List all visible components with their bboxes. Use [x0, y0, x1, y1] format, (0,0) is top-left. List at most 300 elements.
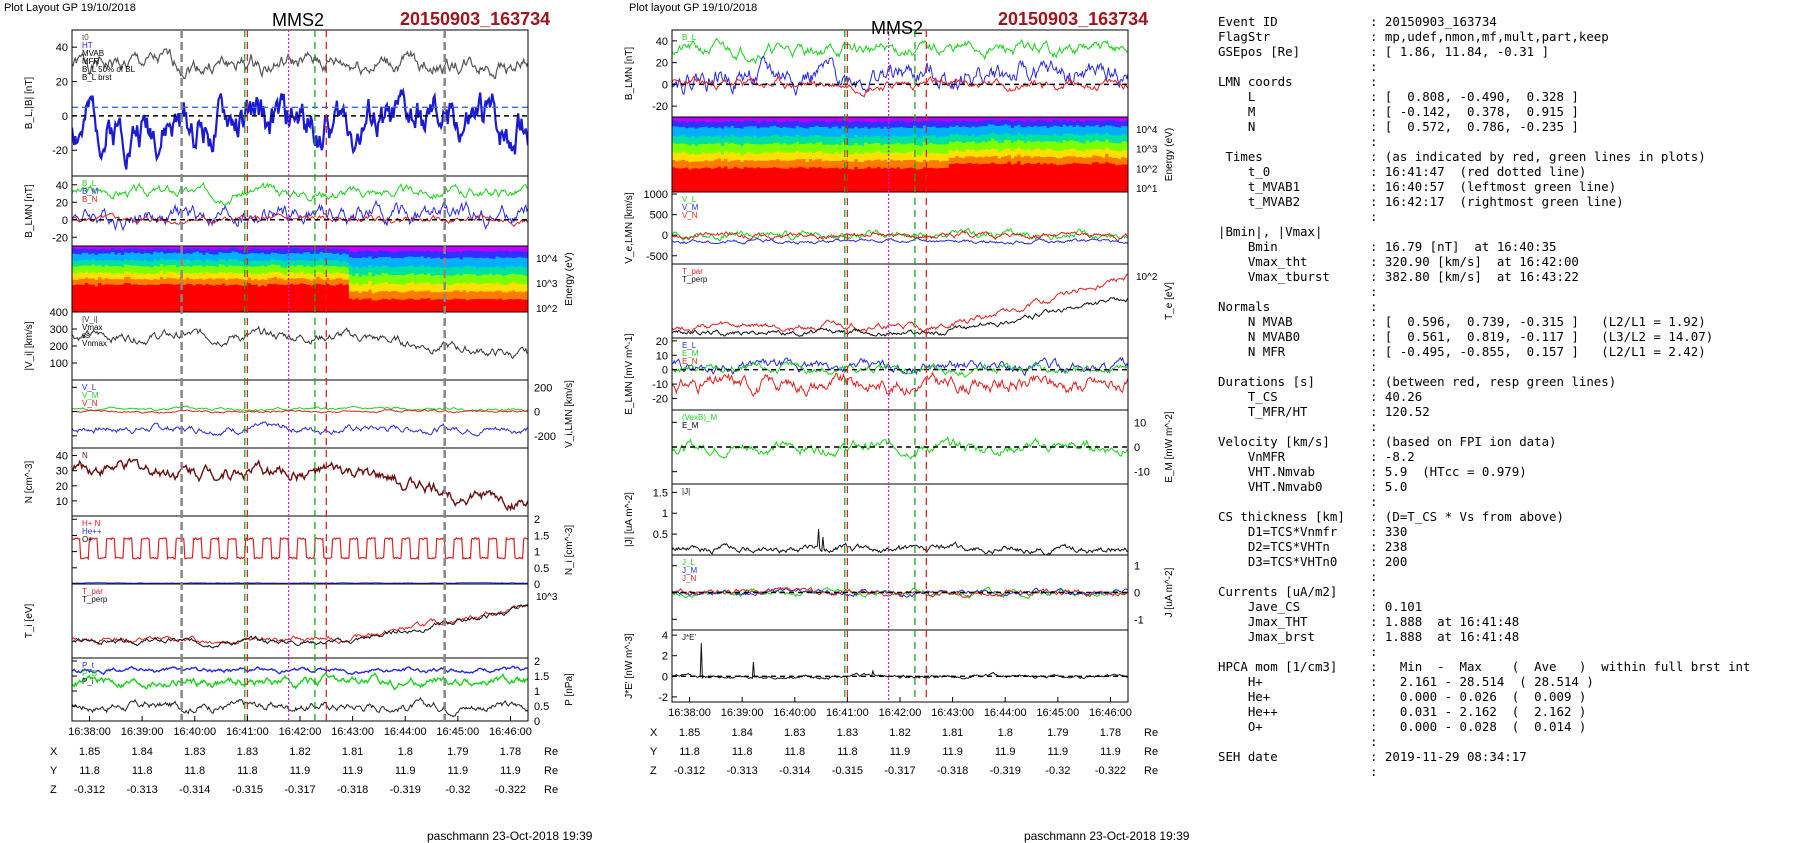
- y-tick-label: 20: [655, 57, 668, 70]
- ephemeris-value: 11.9: [500, 765, 521, 777]
- y-axis-label: E_M [mW m^-2]: [1164, 411, 1175, 483]
- y-axis-label: Energy (eV): [1164, 127, 1175, 182]
- y-axis-label: B_LMN [nT]: [24, 184, 35, 238]
- summary-key: GSEpos [Re]: [1218, 44, 1301, 59]
- summary-key: VHT.Nmvab0: [1218, 479, 1323, 494]
- panel-4: [672, 264, 1175, 338]
- y-tick-label: 1: [534, 546, 541, 559]
- legend-entry: |V_i|: [82, 315, 98, 324]
- summary-key: SEH date: [1218, 749, 1278, 764]
- summary-key: LMN coords: [1218, 74, 1293, 89]
- x-tick-label: 16:43:00: [931, 707, 975, 719]
- ephemeris-value: 1.83: [836, 727, 859, 739]
- ephemeris-value: 1.82: [289, 746, 311, 758]
- legend-entry: Vmax: [82, 323, 103, 332]
- summary-row: [1218, 269, 1750, 284]
- y-axis-label: B_L,|B| [nT]: [24, 76, 35, 130]
- x-tick-label: 16:42:00: [278, 726, 322, 738]
- summary-key: Jmax_THT: [1218, 614, 1308, 629]
- summary-key: Jmax_brst: [1218, 629, 1315, 644]
- summary-key: N MVAB0: [1218, 329, 1301, 344]
- y-tick-label: -10: [1134, 466, 1150, 479]
- ephemeris-value: 11.9: [994, 746, 1016, 758]
- y-tick-label: 100: [49, 358, 68, 370]
- summary-row: [1218, 119, 1750, 134]
- panel-plot-area: [72, 538, 528, 584]
- summary-row: [1218, 374, 1750, 389]
- y-tick-label: 10^2: [1136, 272, 1158, 283]
- ephemeris-value: -0.322: [494, 784, 527, 796]
- summary-row: [1218, 659, 1750, 674]
- summary-key: Event ID: [1218, 14, 1278, 29]
- summary-value: : 382.80 [km/s] at 16:43:22: [1370, 269, 1579, 284]
- series-line: [72, 410, 528, 414]
- legend-entry: E_M: [682, 421, 699, 430]
- legend-entry: V_M: [82, 391, 99, 400]
- summary-row: [1218, 479, 1750, 494]
- summary-row: [1218, 149, 1750, 164]
- summary-value: :: [1370, 569, 1378, 584]
- summary-row: [1218, 224, 1750, 239]
- y-tick-label: 10^2: [536, 304, 558, 315]
- summary-value: : 0.000 - 0.026 ( 0.009 ): [1370, 689, 1587, 704]
- series-line: [672, 529, 1128, 556]
- summary-value: : (D=T_CS * Vs from above): [1370, 509, 1564, 524]
- y-tick-label: -10: [652, 379, 668, 392]
- middle-layout-label: Plot layout GP 19/10/2018: [629, 2, 758, 14]
- y-axis-label: |J| [uA m^-2]: [624, 492, 635, 547]
- ephemeris-value: 11.9: [942, 746, 963, 758]
- legend-entry: B_L brst: [82, 73, 112, 82]
- ephemeris-value: -0.314: [179, 784, 211, 796]
- x-tick-label: 16:40:00: [773, 707, 817, 719]
- summary-row: [1218, 59, 1750, 74]
- y-axis-label: Energy (eV): [564, 252, 575, 306]
- series-line: [72, 605, 528, 648]
- panel-frame: [672, 192, 1128, 264]
- series-line: [672, 56, 1128, 95]
- summary-row: [1218, 719, 1750, 734]
- summary-row: [1218, 734, 1750, 749]
- ephemeris-value: 11.9: [447, 765, 469, 777]
- ephemeris-unit: Re: [1144, 765, 1159, 777]
- summary-value: : [ 0.561, 0.819, -0.117 ] (L3/L2 = 14.07): [1370, 329, 1714, 344]
- y-tick-label: -500: [645, 250, 668, 263]
- legend-entry: T_perp: [82, 595, 108, 604]
- y-tick-label: 10^4: [1136, 125, 1158, 136]
- summary-value: :: [1370, 209, 1378, 224]
- panel-3: [72, 246, 575, 315]
- ephemeris-unit: Re: [544, 765, 559, 777]
- summary-row: [1218, 344, 1750, 359]
- ephemeris-value: 11.8: [731, 746, 753, 758]
- summary-row: [1218, 629, 1750, 644]
- x-tick-label: 16:40:00: [173, 726, 217, 738]
- y-tick-label: 20: [55, 197, 68, 210]
- panel-plot-area: [672, 229, 1128, 245]
- series-line: [672, 373, 1128, 396]
- legend-entry: V_L: [682, 195, 697, 204]
- summary-key: He++: [1218, 704, 1278, 719]
- ephemeris-value: 1.81: [341, 746, 364, 758]
- summary-value: : 5.9 (HTcc = 0.979): [1370, 464, 1527, 479]
- left-spacecraft-title: MMS2: [272, 10, 325, 30]
- middle-event-title: 20150903_163734: [998, 9, 1149, 29]
- ephemeris-value: -0.317: [284, 784, 316, 796]
- series-line: [72, 698, 528, 717]
- left-event-title: 20150903_163734: [400, 9, 551, 29]
- panel-frame: [72, 448, 528, 516]
- panel-plot-area: [672, 529, 1128, 556]
- summary-key: N MFR: [1218, 344, 1286, 359]
- legend-entry: N: [82, 451, 88, 460]
- ephemeris-value: 1.84: [131, 746, 153, 758]
- summary-key: N: [1218, 119, 1256, 134]
- panel-plot-area: [672, 358, 1128, 396]
- legend-entry: MVAB: [82, 49, 105, 58]
- summary-value: : 20150903_163734: [1370, 14, 1497, 29]
- summary-row: [1218, 464, 1750, 479]
- ephemeris-axis-label: Z: [650, 765, 657, 777]
- legend-entry: HT: [82, 41, 93, 50]
- ephemeris-value: -0.313: [126, 784, 158, 796]
- summary-row: [1218, 434, 1750, 449]
- summary-row: [1218, 134, 1750, 149]
- series-line: [672, 39, 1128, 64]
- summary-row: [1218, 494, 1750, 509]
- legend-entry: B_L: [682, 33, 697, 42]
- summary-value: :: [1370, 359, 1378, 374]
- summary-key: HPCA mom [1/cm3]: [1218, 659, 1338, 674]
- summary-row: [1218, 284, 1750, 299]
- figure-column-1: [24, 30, 575, 796]
- y-tick-label: 0: [1134, 587, 1141, 600]
- ephemeris-value: 1.78: [499, 746, 522, 758]
- summary-value: : 5.0: [1370, 479, 1408, 494]
- summary-key: O+: [1218, 719, 1263, 734]
- summary-key: Durations [s]: [1218, 374, 1315, 389]
- summary-key: D1=TCS*Vnmfr: [1218, 524, 1338, 539]
- summary-row: [1218, 539, 1750, 554]
- summary-row: [1218, 74, 1750, 89]
- panel-6: [672, 410, 1175, 484]
- x-tick-label: 16:41:00: [825, 707, 869, 719]
- y-tick-label: 0: [661, 230, 668, 243]
- y-tick-label: 10^3: [536, 592, 558, 603]
- summary-key: L: [1218, 89, 1256, 104]
- summary-value: :: [1370, 299, 1378, 314]
- summary-value: : [ 0.572, 0.786, -0.235 ]: [1370, 119, 1579, 134]
- series-line: [672, 238, 1128, 244]
- summary-value: : [ -0.142, 0.378, 0.915 ]: [1370, 104, 1579, 119]
- ephemeris-value: 11.8: [679, 746, 700, 758]
- summary-key: M: [1218, 104, 1256, 119]
- y-tick-label: 1: [534, 686, 541, 698]
- summary-key: Jave_CS: [1218, 599, 1301, 614]
- series-line: [672, 437, 1128, 459]
- legend-entry: B_L 50% of BL: [82, 65, 136, 74]
- panel-frame: [72, 380, 528, 448]
- y-tick-label: 40: [655, 35, 668, 48]
- summary-value: : 2019-11-29 08:34:17: [1370, 749, 1527, 764]
- summary-row: [1218, 194, 1750, 209]
- panel-frame: [672, 264, 1128, 338]
- summary-value: : 238: [1370, 539, 1408, 554]
- legend-entry: ss: [82, 331, 90, 340]
- legend-entry: J_L: [682, 558, 695, 567]
- legend-entry: P_B: [82, 669, 98, 678]
- legend-entry: E_N: [682, 357, 698, 366]
- ephemeris-value: -0.312: [673, 765, 706, 777]
- y-tick-label: 10^1: [1136, 184, 1158, 195]
- series-line: [672, 643, 1128, 679]
- y-tick-label: 40: [55, 42, 68, 55]
- ephemeris-value: -0.318: [337, 784, 369, 796]
- panel-plot-area: [672, 437, 1128, 459]
- ephemeris-value: 1.84: [731, 727, 753, 739]
- y-tick-label: 2: [661, 650, 668, 663]
- summary-key: T_CS: [1218, 389, 1278, 404]
- ephemeris-value: 1.79: [447, 746, 469, 758]
- legend-entry: V_L: [82, 383, 97, 392]
- legend-entry: He++: [82, 527, 102, 536]
- y-tick-label: 0: [534, 716, 541, 728]
- y-tick-label: 0.5: [534, 701, 550, 713]
- panel-plot-area: [72, 666, 528, 716]
- legend-entry: (VexB)_M: [682, 413, 718, 422]
- y-tick-label: 10^3: [536, 279, 558, 290]
- ephemeris-value: 11.9: [1047, 746, 1069, 758]
- y-tick-label: 40: [55, 450, 68, 463]
- summary-value: : 1.888 at 16:41:48: [1370, 614, 1520, 629]
- ephemeris-value: 1.83: [236, 746, 259, 758]
- y-tick-label: 0.5: [534, 562, 550, 575]
- panel-2: [672, 117, 1175, 195]
- panel-plot-area: [72, 459, 528, 510]
- ephemeris-value: 1.83: [184, 746, 206, 758]
- summary-row: [1218, 329, 1750, 344]
- ephemeris-unit: Re: [1144, 746, 1159, 758]
- legend-entry: MFR: [82, 57, 100, 66]
- legend-entry: B_M: [82, 187, 99, 196]
- summary-row: [1218, 164, 1750, 179]
- ephemeris-value: 11.9: [289, 765, 311, 777]
- x-tick-label: 16:44:00: [983, 707, 1027, 719]
- summary-value: : (based on FPI ion data): [1370, 434, 1557, 449]
- ephemeris-unit: Re: [544, 746, 559, 758]
- panel-frame: [72, 312, 528, 380]
- ephemeris-value: -0.32: [1045, 765, 1071, 777]
- y-tick-label: 30: [55, 465, 68, 478]
- summary-key: VnMFR: [1218, 449, 1286, 464]
- summary-row: [1218, 389, 1750, 404]
- panel-plot-area: [672, 39, 1128, 97]
- summary-value: : 2.161 - 28.514 ( 28.514 ): [1370, 674, 1594, 689]
- ephemeris-axis-label: Z: [50, 784, 57, 796]
- x-tick-label: 16:43:00: [331, 726, 375, 738]
- y-tick-label: 0: [1134, 442, 1141, 454]
- summary-value: : 330: [1370, 524, 1408, 539]
- series-line: [72, 673, 528, 689]
- y-axis-label: J*E' [nW m^-3]: [624, 633, 635, 699]
- series-line: [72, 201, 528, 230]
- panel-plot-area: [72, 183, 528, 230]
- legend-entry: B_L: [82, 179, 97, 188]
- y-axis-label: V_e,LMN [km/s]: [624, 192, 635, 264]
- summary-value: : 0.101: [1370, 599, 1423, 614]
- summary-row: [1218, 44, 1750, 59]
- summary-key: Normals: [1218, 299, 1271, 314]
- panel-2: [24, 176, 528, 246]
- summary-value: : 120.52: [1370, 404, 1430, 419]
- panel-plot-area: [72, 246, 529, 312]
- ephemeris-value: -0.315: [231, 784, 263, 796]
- summary-value: : 320.90 [km/s] at 16:42:00: [1370, 254, 1579, 269]
- summary-key: t_MVAB2: [1218, 194, 1301, 209]
- ephemeris-value: 1.81: [941, 727, 964, 739]
- panel-plot-area: [72, 327, 528, 359]
- y-tick-label: 400: [49, 307, 68, 319]
- summary-row: [1218, 239, 1750, 254]
- summary-value: :: [1370, 764, 1378, 779]
- ephemeris-value: 1.85: [678, 727, 701, 739]
- summary-row: [1218, 419, 1750, 434]
- summary-row: [1218, 554, 1750, 569]
- x-tick-label: 16:45:00: [436, 726, 480, 738]
- summary-value: : 16.79 [nT] at 16:40:35: [1370, 239, 1557, 254]
- legend-entry: E_M: [682, 349, 699, 358]
- ephemeris-unit: Re: [1144, 727, 1159, 739]
- y-tick-label: -20: [52, 232, 68, 245]
- y-tick-label: -200: [534, 430, 557, 443]
- y-tick-label: 1: [1134, 560, 1141, 573]
- summary-value: : 0.000 - 0.028 ( 0.014 ): [1370, 719, 1587, 734]
- y-tick-label: -20: [52, 145, 68, 158]
- summary-key: Velocity [km/s]: [1218, 434, 1330, 449]
- ephemeris-value: 1.8: [997, 727, 1013, 739]
- y-tick-label: 0: [534, 579, 541, 591]
- panel-5: [624, 333, 1128, 415]
- y-axis-label: T_i [eV]: [24, 603, 35, 639]
- summary-key: D3=TCS*VHTn0: [1218, 554, 1338, 569]
- series-line: [72, 422, 528, 436]
- ephemeris-value: 1.85: [78, 746, 101, 758]
- series-line: [672, 274, 1128, 332]
- legend-entry: T_par: [82, 587, 103, 596]
- legend-entry: O+: [82, 535, 93, 544]
- y-tick-label: 0.5: [652, 529, 668, 542]
- panel-9: [72, 656, 575, 728]
- middle-footer: paschmann 23-Oct-2018 19:39: [1024, 829, 1190, 843]
- summary-value: :: [1370, 644, 1378, 659]
- legend-entry: V_N: [82, 399, 98, 408]
- y-tick-label: -1: [1134, 614, 1144, 627]
- ephemeris-axis-label: X: [650, 727, 658, 739]
- y-tick-label: 10^2: [1136, 164, 1158, 176]
- x-tick-label: 16:46:00: [1089, 707, 1132, 719]
- y-axis-label: V_i,LMN [km/s]: [564, 380, 575, 448]
- summary-row: [1218, 764, 1750, 779]
- y-axis-label: J [uA m^-2]: [1164, 567, 1175, 618]
- y-axis-label: B_LMN [nT]: [624, 46, 635, 101]
- summary-value: :: [1370, 284, 1378, 299]
- summary-row: [1218, 359, 1750, 374]
- panel-frame: [672, 484, 1128, 555]
- panel-1: [624, 30, 1128, 117]
- ephemeris-value: 11.9: [342, 765, 363, 777]
- x-tick-label: 16:41:00: [225, 726, 269, 738]
- summary-value: : 16:42:17 (rightmost green line): [1370, 194, 1624, 209]
- summary-value: :: [1370, 494, 1378, 509]
- y-tick-label: 2: [534, 514, 541, 527]
- summary-value: : 0.031 - 2.162 ( 2.162 ): [1370, 704, 1587, 719]
- y-tick-label: 1.5: [534, 671, 550, 683]
- summary-value: : [ 0.596, 0.739, -0.315 ] (L2/L1 = 1.92): [1370, 314, 1706, 329]
- y-tick-label: 0: [61, 214, 68, 227]
- ephemeris-value: -0.315: [831, 765, 863, 777]
- summary-row: [1218, 314, 1750, 329]
- y-tick-label: 20: [55, 76, 68, 89]
- ephemeris-value: -0.319: [989, 765, 1021, 777]
- series-line: [72, 183, 528, 206]
- summary-row: [1218, 29, 1750, 44]
- ephemeris-unit: Re: [544, 784, 559, 796]
- ephemeris-value: -0.312: [73, 784, 106, 796]
- x-tick-label: 16:46:00: [489, 726, 532, 738]
- y-axis-label: |V_i| [km/s]: [24, 321, 35, 371]
- summary-value: : [ -0.495, -0.855, 0.157 ] (L2/L1 = 2.42): [1370, 344, 1706, 359]
- left-layout-label: Plot Layout GP 19/10/2018: [4, 2, 136, 14]
- legend-entry: Vnmax: [82, 339, 107, 348]
- summary-value: :: [1370, 134, 1378, 149]
- summary-key: T_MFR/HT: [1218, 404, 1308, 419]
- y-axis-label: N_i [cm^-3]: [564, 524, 575, 576]
- panel-7: [624, 484, 1128, 556]
- panel-8: [672, 555, 1175, 630]
- y-tick-label: 200: [49, 341, 68, 353]
- summary-value: : -8.2: [1370, 449, 1415, 464]
- series-line: [72, 90, 528, 170]
- panel-plot-area: [72, 49, 528, 169]
- ephemeris-value: -0.32: [445, 784, 471, 796]
- summary-row: [1218, 599, 1750, 614]
- ephemeris-value: 1.83: [784, 727, 806, 739]
- legend-entry: B_N: [82, 195, 98, 204]
- y-axis-label: N [cm^-3]: [24, 460, 35, 504]
- x-tick-label: 16:45:00: [1036, 707, 1080, 719]
- y-tick-label: 10: [55, 495, 68, 508]
- summary-key: CS thickness [km]: [1218, 509, 1345, 524]
- legend-entry: T_par: [682, 267, 703, 276]
- summary-key: t_MVAB1: [1218, 179, 1301, 194]
- y-tick-label: 1.5: [534, 530, 550, 543]
- y-tick-label: 0: [661, 364, 668, 377]
- y-tick-label: 10: [1134, 417, 1147, 430]
- summary-value: : mp,udef,nmon,mf,mult,part,keep: [1370, 29, 1609, 44]
- summary-row: [1218, 104, 1750, 119]
- summary-key: |Bmin|, |Vmax|: [1218, 224, 1323, 239]
- ephemeris-value: 11.8: [79, 765, 100, 777]
- ephemeris-axis-label: Y: [50, 765, 58, 777]
- summary-value: : [ 0.808, -0.490, 0.328 ]: [1370, 89, 1579, 104]
- summary-row: [1218, 644, 1750, 659]
- summary-value: :: [1370, 74, 1378, 89]
- y-axis-label: T_e [eV]: [1164, 282, 1175, 320]
- series-line: [672, 298, 1128, 337]
- ephemeris-value: 11.8: [131, 765, 153, 777]
- y-tick-label: -2: [658, 691, 668, 704]
- y-tick-label: 1.5: [652, 487, 668, 500]
